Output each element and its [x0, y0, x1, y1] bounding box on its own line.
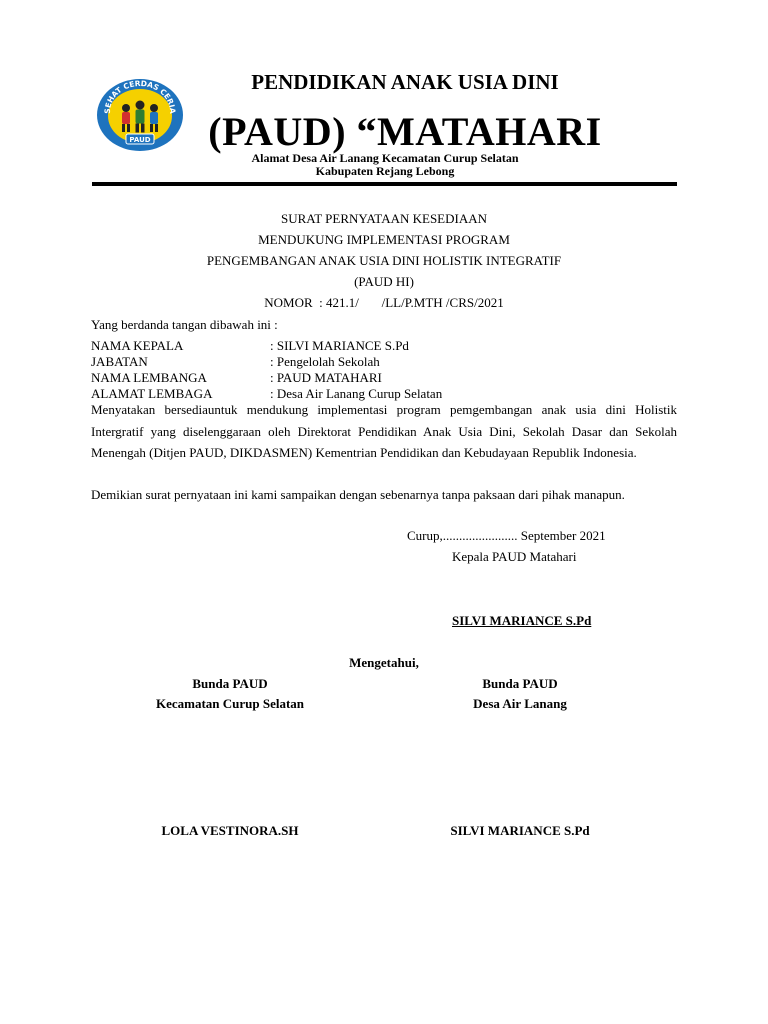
logo-arc-text: SEHAT CERDAS CERIA	[102, 78, 178, 114]
title-line4: (PAUD HI)	[354, 274, 414, 289]
title-line2: MENDUKUNG IMPLEMENTASI PROGRAM	[258, 232, 510, 247]
field-label-nama-kepala: NAMA KEPALA	[91, 338, 184, 353]
left-signer-name: LOLA VESTINORA.SH	[161, 823, 299, 838]
letterhead-divider	[92, 182, 677, 186]
field-value-alamat-lembaga: : Desa Air Lanang Curup Selatan	[270, 386, 443, 401]
title-line3: PENGEMBANGAN ANAK USIA DINI HOLISTIK INTEGRATIF	[206, 253, 562, 268]
letterhead-regency: Kabupaten Rejang Lebong	[315, 164, 455, 178]
right-signer-subtitle: Desa Air Lanang	[473, 696, 567, 711]
right-signer-title: Bunda PAUD	[482, 676, 558, 691]
signer-position: Kepala PAUD Matahari	[452, 549, 577, 564]
paud-logo	[96, 78, 184, 152]
field-label-nama-lembaga: NAMA LEMBANGA	[91, 370, 207, 385]
field-label-jabatan: JABATAN	[91, 354, 148, 369]
field-label-alamat-lembaga: ALAMAT LEMBAGA	[91, 386, 213, 401]
closing-paragraph: Demikian surat pernyataan ini kami sampaikan dengan sebenarnya tanpa paksaan dari pihak manapun.	[91, 487, 625, 502]
acknowledgement-heading: Mengetahui,	[349, 655, 419, 670]
signer-name: SILVI MARIANCE S.Pd	[452, 613, 592, 628]
letterhead-institution-name: (PAUD) “MATAHARI	[208, 109, 602, 154]
letterhead-address: Alamat Desa Air Lanang Kecamatan Curup Selatan	[251, 151, 519, 165]
left-signer-title: Bunda PAUD	[192, 676, 268, 691]
paud-logo-graphic	[96, 78, 184, 152]
field-value-nama-lembaga: : PAUD MATAHARI	[270, 370, 382, 385]
field-value-nama-kepala: : SILVI MARIANCE S.Pd	[270, 338, 409, 353]
logo-badge-text: PAUD	[129, 136, 151, 144]
field-value-jabatan: : Pengelolah Sekolah	[270, 354, 380, 369]
statement-paragraph: Menyatakan bersediauntuk mendukung implementasi program pemgembangan anak usia dini Holistik Intergratif yang diselenggaraan oleh Direktorat Pendidikan Anak Usia Dini, Sekolah Dasar dan Sekolah Menengah (Ditjen PAUD, DIKDASMEN) Kementrian Pendidikan dan Kebudayaan Republik Indonesia.	[91, 402, 677, 460]
left-signer-subtitle: Kecamatan Curup Selatan	[155, 696, 305, 711]
place-date: Curup,....................... September 2021	[407, 528, 606, 543]
letter-number: NOMOR : 421.1/ /LL/P.MTH /CRS/2021	[264, 295, 504, 310]
letterhead-line1: PENDIDIKAN ANAK USIA DINI	[251, 70, 559, 94]
right-signer-name: SILVI MARIANCE S.Pd	[450, 823, 590, 838]
intro-text: Yang berdanda tangan dibawah ini :	[91, 317, 278, 332]
title-line1: SURAT PERNYATAAN KESEDIAAN	[280, 211, 487, 226]
